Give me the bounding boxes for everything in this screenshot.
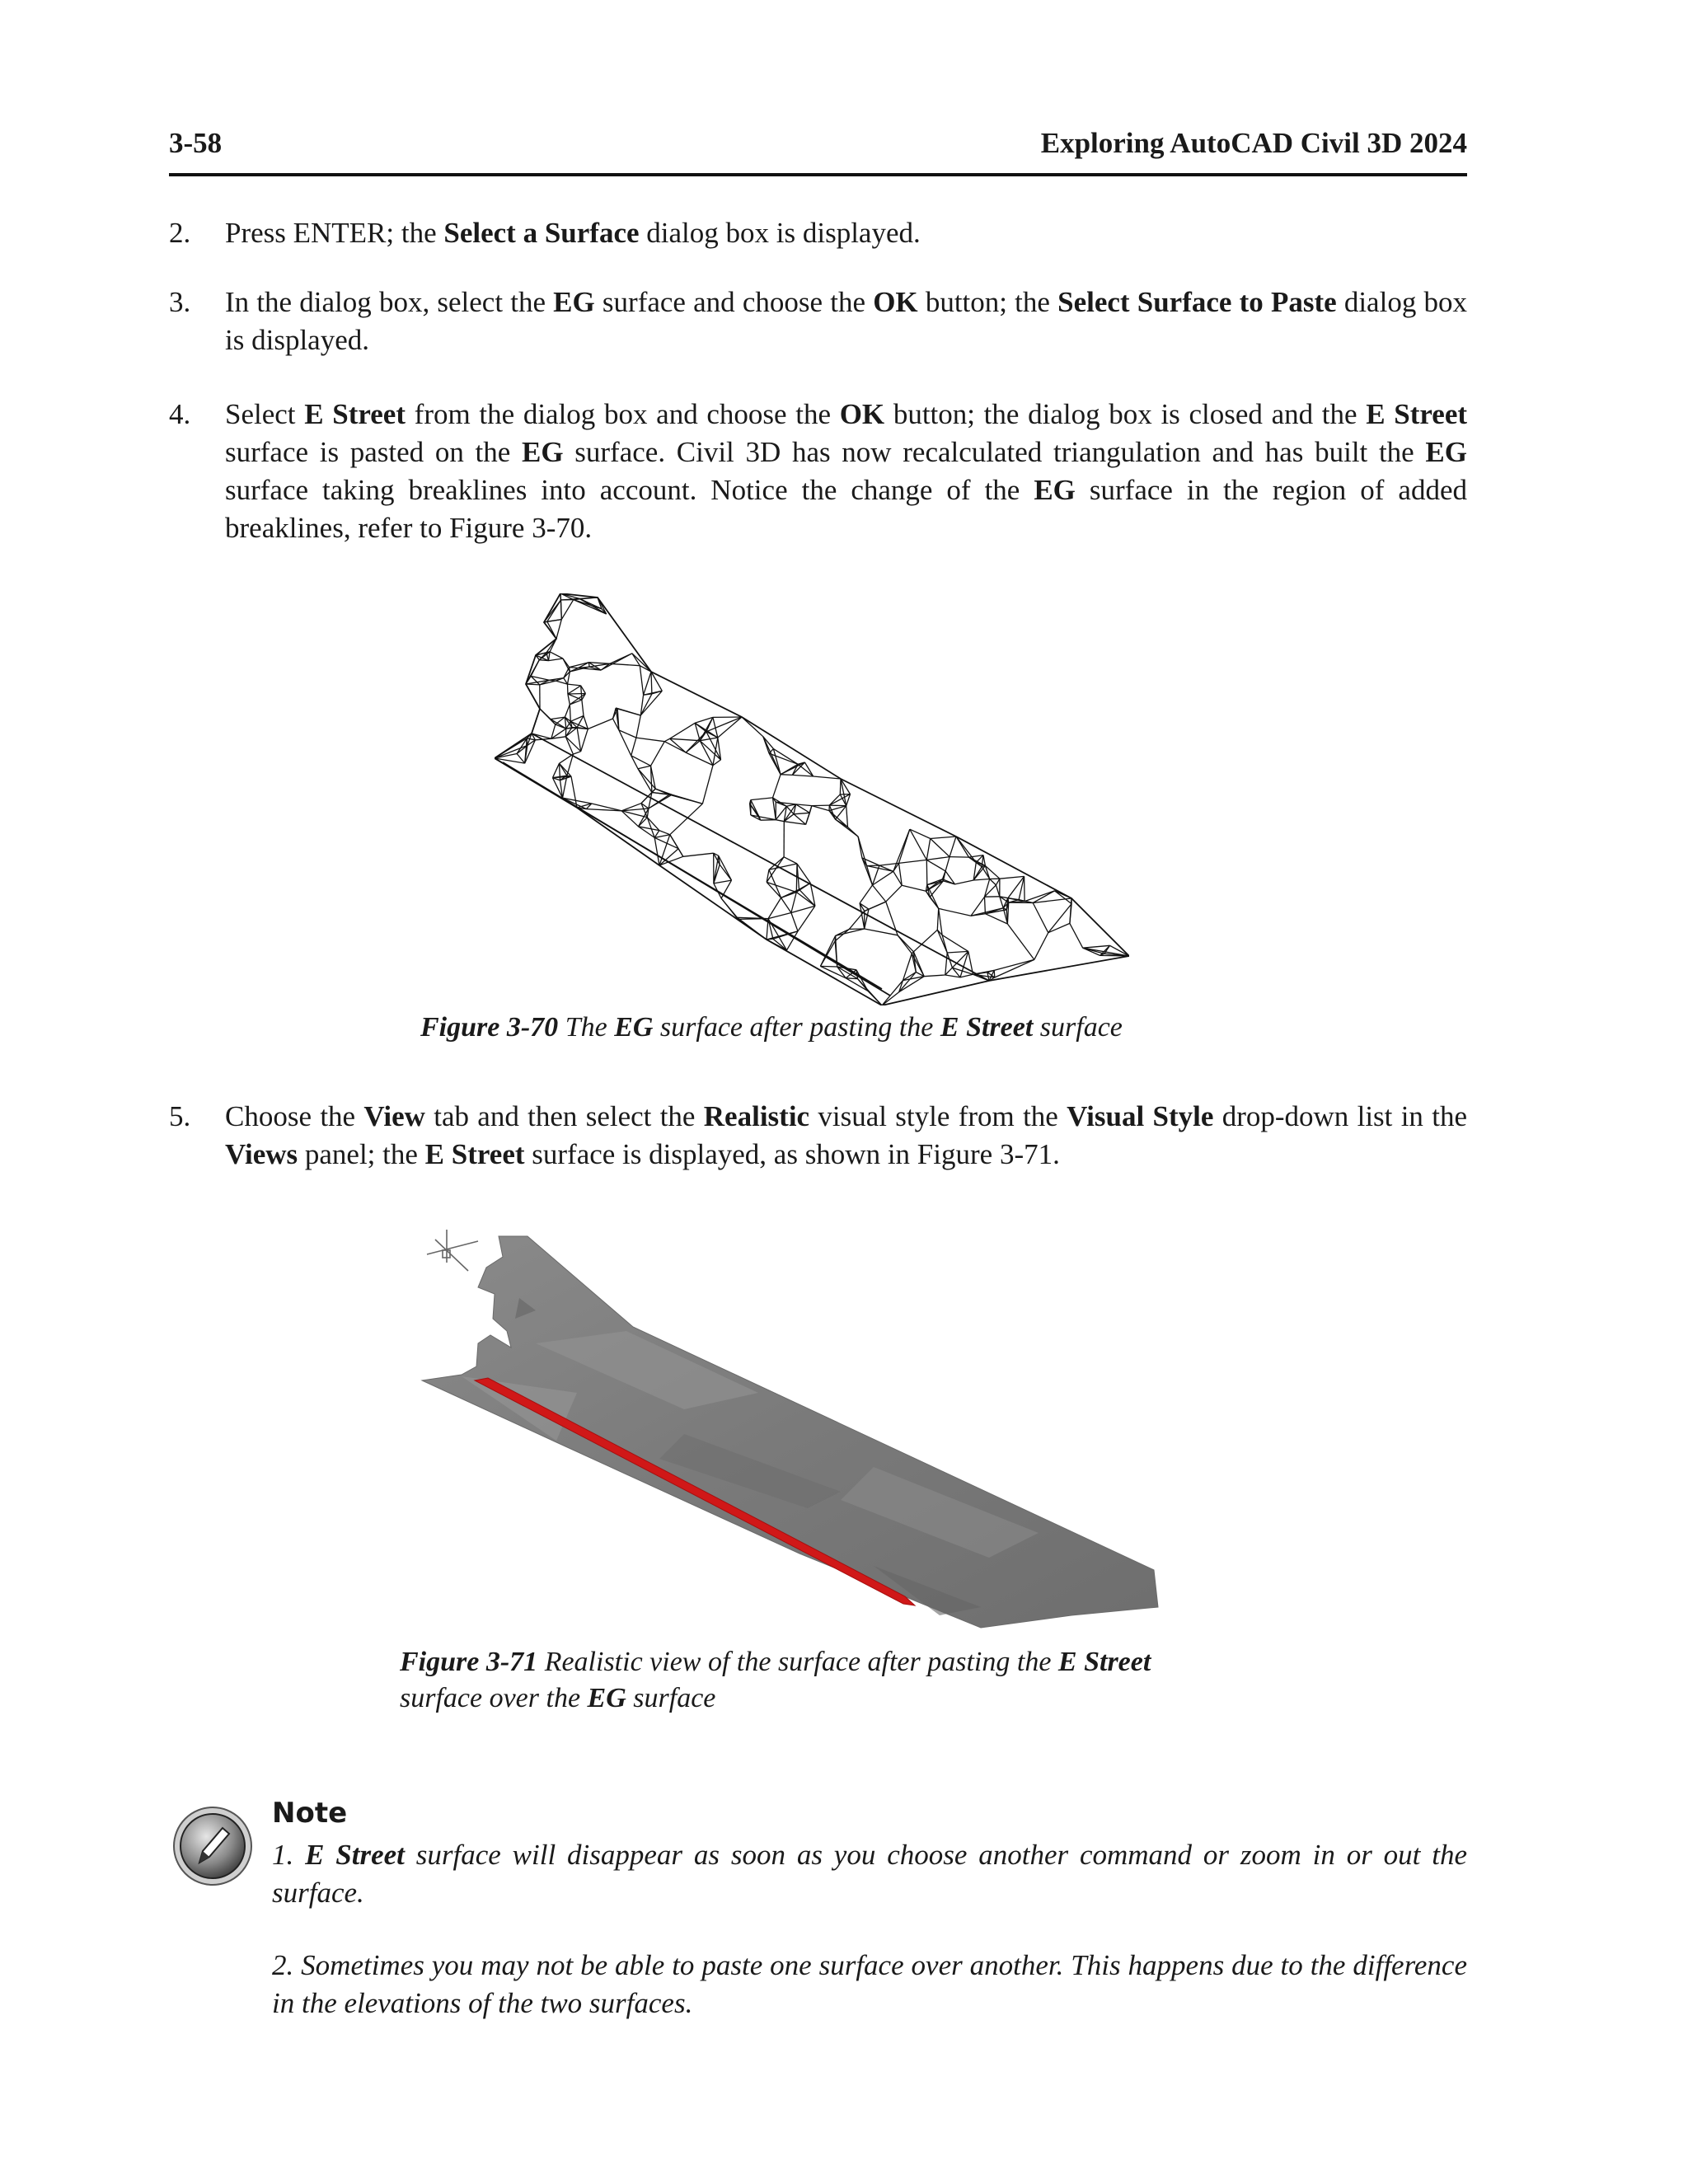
- tin-edge: [565, 737, 573, 754]
- step-3: [169, 284, 1467, 359]
- tin-edge: [700, 741, 713, 766]
- tin-edge: [829, 805, 846, 806]
- tin-edge: [651, 672, 652, 694]
- tin-edge: [812, 806, 829, 811]
- tin-edge: [1000, 876, 1025, 879]
- tin-edge: [631, 738, 636, 756]
- tin-edge: [644, 672, 651, 695]
- tin-edge: [549, 658, 563, 661]
- tin-edge: [560, 593, 561, 620]
- text-run: surface. Civil 3D has now recalculated triangulation and has built the: [563, 436, 1426, 468]
- text-run: from the dialog box and choose the: [405, 398, 840, 430]
- note-item-1: [272, 1836, 1467, 1912]
- tin-edge: [751, 800, 759, 817]
- text-run: dialog box is displayed.: [639, 217, 921, 249]
- tin-edge: [751, 798, 773, 800]
- tin-edge: [718, 717, 742, 738]
- bold-term: EG: [1034, 474, 1076, 506]
- tin-edge: [955, 880, 974, 884]
- tin-edge: [865, 909, 869, 929]
- tin-edge: [794, 813, 809, 814]
- tin-edge: [553, 763, 560, 777]
- text-run: surface is pasted on the: [225, 436, 523, 468]
- step-number: 4.: [169, 398, 191, 430]
- bold-term: View: [363, 1100, 425, 1132]
- tin-edge: [985, 897, 986, 914]
- tin-edge: [903, 954, 912, 981]
- step-text: [225, 1098, 1467, 1174]
- bold-term: Select Surface to Paste: [1057, 286, 1337, 318]
- tin-edge: [581, 729, 588, 752]
- bold-term: EG: [587, 1683, 626, 1713]
- tin-edge: [654, 837, 659, 865]
- tin-edge: [742, 717, 763, 737]
- tin-edge: [776, 820, 784, 822]
- tin-edge: [670, 738, 701, 740]
- figure-3-70-caption: [420, 1010, 1123, 1046]
- tin-edge: [664, 738, 669, 741]
- tin-edge: [670, 723, 696, 738]
- text-run: surface: [626, 1683, 716, 1713]
- tin-edge: [763, 737, 781, 775]
- bold-term: Realistic: [703, 1100, 810, 1132]
- step-text: [225, 284, 1467, 359]
- tin-edge: [1048, 904, 1071, 933]
- figure-3-70-wireframe: [495, 593, 1129, 1005]
- tin-edge: [926, 857, 950, 860]
- tin-edge: [638, 769, 652, 793]
- text-run: tab and then select the: [424, 1100, 704, 1132]
- text-run: surface after pasting the: [653, 1012, 940, 1043]
- tin-edge: [836, 819, 859, 837]
- tin-edge: [570, 694, 585, 705]
- tin-edge: [563, 658, 570, 672]
- step-number: 5.: [169, 1100, 191, 1132]
- figure-3-71-realistic: [412, 1220, 1170, 1648]
- tin-edge: [565, 729, 566, 737]
- tin-edge: [990, 879, 996, 885]
- tin-edge: [683, 853, 714, 856]
- tin-edge: [632, 654, 651, 672]
- tin-edge: [550, 652, 563, 658]
- tin-edge: [601, 654, 632, 670]
- tin-edge: [700, 738, 718, 741]
- tin-edge: [985, 914, 1007, 924]
- tin-edge: [902, 885, 926, 891]
- tin-edge: [893, 829, 910, 871]
- step-number: 2.: [169, 217, 191, 249]
- text-run: surface over the: [400, 1683, 588, 1713]
- tin-edge: [556, 620, 561, 639]
- tin-edge: [867, 866, 893, 872]
- bold-term: E Street: [1366, 398, 1468, 430]
- tin-edge: [638, 766, 651, 769]
- tin-edge: [532, 709, 540, 733]
- tin-edge: [781, 775, 792, 776]
- text-run: panel; the: [298, 1138, 425, 1170]
- tin-edge: [791, 893, 796, 913]
- tin-edge: [926, 860, 945, 871]
- tin-edge: [960, 974, 973, 977]
- bold-term: Figure 3-70: [420, 1012, 559, 1043]
- tin-edge: [939, 908, 971, 916]
- tin-edge: [654, 835, 670, 838]
- tin-edge: [636, 715, 640, 738]
- tin-edge: [651, 742, 665, 766]
- tin-edge: [798, 764, 814, 776]
- text-run: surface: [1033, 1012, 1123, 1043]
- tin-edge: [636, 738, 664, 742]
- bold-term: EG: [522, 436, 564, 468]
- tin-edge: [945, 857, 950, 871]
- tin-edge: [945, 953, 947, 975]
- book-title: Exploring AutoCAD Civil 3D 2024: [1040, 127, 1467, 159]
- tin-edge: [886, 885, 902, 902]
- tin-edge: [669, 794, 702, 804]
- tin-edge: [937, 908, 938, 930]
- tin-edge: [700, 741, 720, 760]
- tin-edge: [540, 709, 556, 724]
- tin-edge: [804, 762, 813, 776]
- text-run: In the dialog box, select the: [225, 286, 554, 318]
- tin-edge: [873, 865, 879, 885]
- tin-edge: [659, 831, 670, 835]
- tin-edge: [931, 837, 956, 839]
- tin-edge: [568, 694, 586, 695]
- ucs-icon: [427, 1230, 478, 1271]
- tin-edge: [924, 975, 945, 977]
- bold-term: OK: [839, 398, 885, 430]
- text-run: button; the: [917, 286, 1058, 318]
- tin-edge: [588, 719, 612, 729]
- bold-term: Views: [225, 1138, 298, 1170]
- bold-term: Visual Style: [1067, 1100, 1214, 1132]
- tin-edge: [994, 970, 995, 977]
- text-run: Select: [225, 398, 305, 430]
- tin-edge: [588, 663, 609, 664]
- breakline: [503, 762, 890, 996]
- text-run: surface taking breaklines into account. Notice the change of the: [225, 474, 1034, 506]
- tin-edge: [796, 864, 797, 893]
- surface-shape: [422, 1236, 1158, 1628]
- bold-term: E Street: [305, 1839, 405, 1871]
- tin-edge: [638, 769, 655, 789]
- text-run: dialog box is displayed.: [225, 286, 1468, 356]
- note-item-2: [272, 1947, 1467, 2022]
- tin-edge: [1033, 903, 1048, 933]
- text-run: surface and choose the: [594, 286, 874, 318]
- bold-term: OK: [873, 286, 918, 318]
- tin-edge: [784, 857, 797, 864]
- bold-term: EG: [614, 1012, 654, 1043]
- tin-edge: [846, 978, 857, 979]
- step-text: [225, 214, 1467, 252]
- tin-edge: [561, 600, 574, 620]
- tin-edge: [670, 804, 703, 835]
- tin-edge: [568, 694, 570, 705]
- tin-edge: [809, 806, 812, 813]
- text-run: Realistic view of the surface after pasting the: [537, 1647, 1058, 1677]
- tin-edge: [829, 811, 848, 827]
- step-4: [169, 396, 1467, 547]
- tin-edge: [1083, 945, 1110, 948]
- note-title: Note: [272, 1797, 348, 1830]
- tin-edge: [899, 860, 927, 863]
- tin-edge: [836, 929, 865, 935]
- tin-edge: [573, 752, 580, 754]
- tin-edge: [686, 752, 713, 766]
- tin-edge: [781, 762, 804, 775]
- tin-edge: [973, 879, 990, 881]
- tin-edge: [950, 857, 968, 858]
- tin-edge: [950, 837, 956, 857]
- text-run: Choose the: [225, 1100, 364, 1132]
- tin-edge: [544, 600, 561, 622]
- bold-term: E Street: [1057, 1647, 1151, 1677]
- tin-edge: [702, 766, 713, 804]
- figure-3-71-caption: [400, 1644, 1175, 1717]
- tin-edge: [644, 694, 652, 695]
- note-pencil-icon: [171, 1805, 254, 1887]
- tin-edge: [873, 885, 886, 902]
- tin-edge: [860, 885, 872, 903]
- tin-edge: [773, 798, 787, 806]
- tin-edge: [570, 663, 589, 668]
- text-run: drop-down list in the: [1213, 1100, 1467, 1132]
- tin-edge: [873, 871, 893, 885]
- tin-edge: [840, 779, 841, 794]
- tin-edge: [792, 775, 813, 776]
- tin-edge: [956, 837, 976, 862]
- tin-edge: [574, 600, 602, 609]
- tin-edge: [820, 966, 837, 967]
- tin-edge: [781, 898, 791, 912]
- tin-edge: [563, 798, 587, 808]
- text-run: surface is displayed, as shown in Figure 3-71.: [524, 1138, 1060, 1170]
- tin-edge: [714, 880, 732, 883]
- tin-edge: [678, 849, 683, 857]
- text-run: visual style from the: [809, 1100, 1067, 1132]
- text-run: 1.: [272, 1839, 306, 1871]
- breakline: [532, 733, 989, 981]
- tin-edge: [791, 913, 798, 931]
- tin-edge: [560, 763, 567, 776]
- tin-edge: [926, 839, 930, 860]
- tin-edge: [610, 663, 640, 665]
- tin-edge: [846, 806, 848, 827]
- tin-edge: [996, 885, 999, 897]
- tin-edge: [568, 694, 582, 700]
- tin-edge: [858, 837, 867, 865]
- step-text: [225, 396, 1467, 547]
- tin-edge: [544, 620, 561, 622]
- bold-term: EG: [553, 286, 595, 318]
- tin-edge: [565, 705, 570, 717]
- text-run: 2. Sometimes you may not be able to paste one surface over another. This happens due to the difference in the elevations of the two surfaces.: [272, 1949, 1467, 2019]
- bold-term: E Street: [940, 1012, 1034, 1043]
- tin-edge: [1007, 924, 1034, 959]
- step-2: [169, 214, 1467, 252]
- tin-edge: [1070, 923, 1083, 948]
- bold-term: Select a Surface: [443, 217, 640, 249]
- tin-edge: [926, 860, 927, 884]
- text-run: button; the dialog box is closed and the: [884, 398, 1367, 430]
- bold-term: E Street: [304, 398, 406, 430]
- tin-edge: [773, 775, 781, 798]
- tin-edge: [616, 708, 640, 715]
- tin-boundary: [495, 593, 1129, 1005]
- tin-edge: [544, 622, 556, 639]
- text-run: surface in the region of added breaklines, refer to Figure 3-70.: [225, 474, 1467, 544]
- tin-edge: [947, 951, 968, 953]
- bold-term: EG: [1425, 436, 1467, 468]
- text-run: surface will disappear as soon as you choose another command or zoom in or out the surface.: [272, 1839, 1468, 1909]
- bold-term: Figure 3-71: [400, 1647, 538, 1677]
- text-run: Press ENTER; the: [225, 217, 444, 249]
- tin-edge: [1034, 933, 1048, 960]
- tin-edge: [931, 839, 950, 857]
- tin-edge: [568, 686, 581, 694]
- tin-edge: [582, 700, 584, 715]
- tin-edge: [910, 829, 927, 860]
- tin-edge: [812, 805, 829, 806]
- tin-edge: [759, 817, 776, 820]
- tin-edge: [913, 930, 937, 952]
- tin-edge: [640, 666, 643, 696]
- tin-edge: [568, 684, 581, 686]
- text-run: The: [558, 1012, 615, 1043]
- running-header: [169, 124, 1467, 176]
- tin-edge: [869, 902, 886, 909]
- bold-term: E Street: [424, 1138, 525, 1170]
- tin-edge: [737, 917, 767, 940]
- step-5: [169, 1098, 1467, 1174]
- tin-edge: [619, 730, 631, 756]
- page-number: 3-58: [169, 127, 223, 159]
- tin-edge: [719, 855, 732, 880]
- tin-edge: [1033, 898, 1071, 903]
- tin-edge: [865, 929, 898, 935]
- step-number: 3.: [169, 286, 191, 318]
